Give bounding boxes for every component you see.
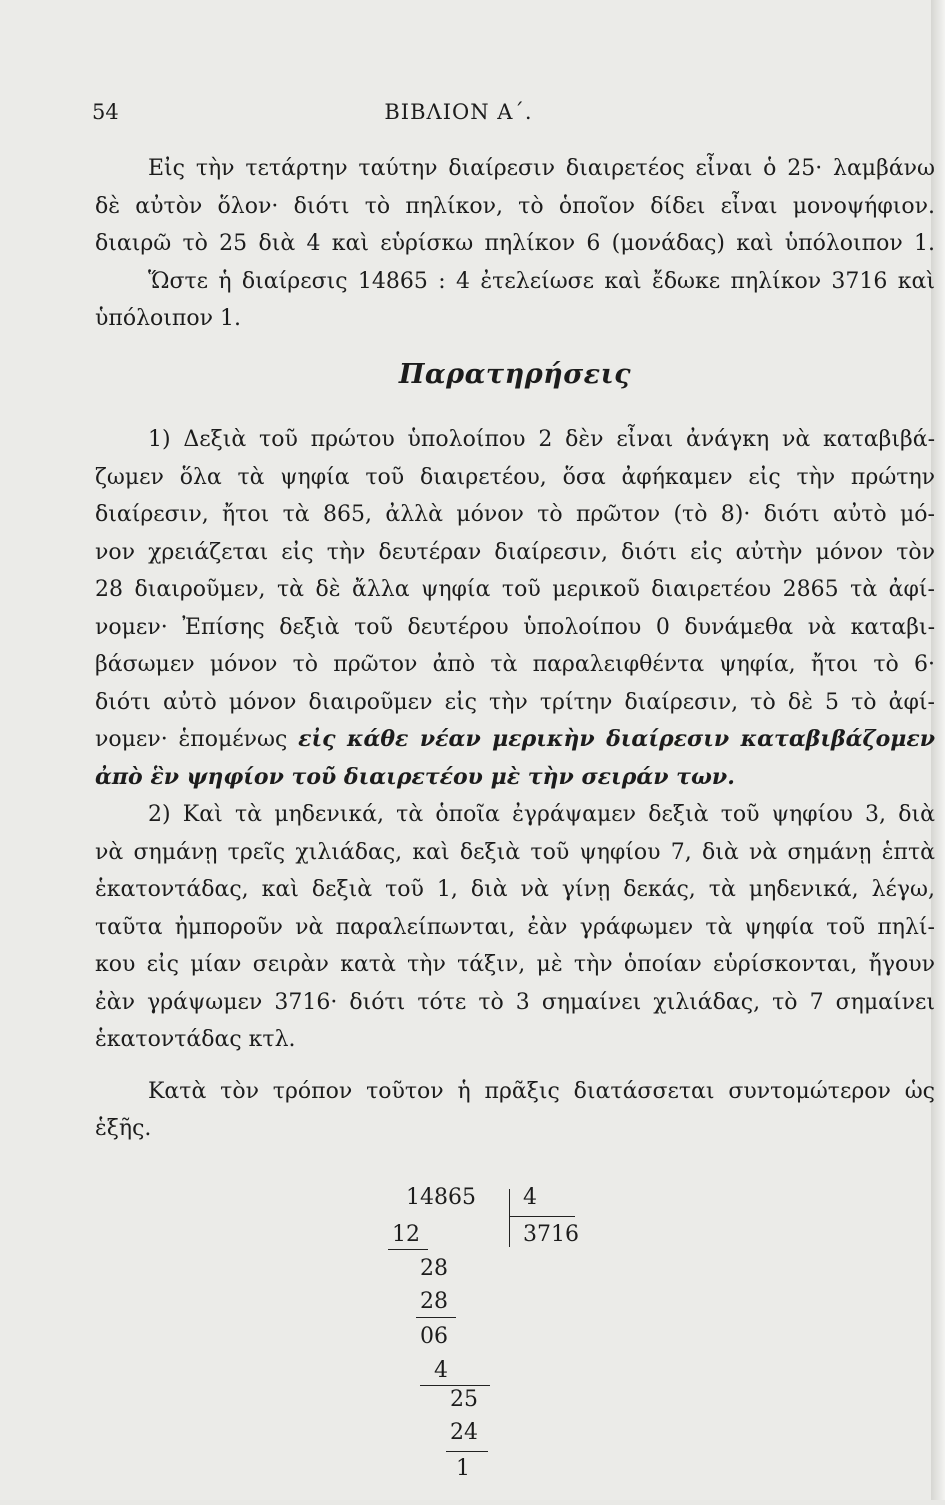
text-line: ὑπόλοιπον 1. bbox=[95, 306, 241, 331]
dividend: 14865 bbox=[406, 1185, 476, 1210]
text-fragment: νομεν· ἑπομένως bbox=[95, 727, 299, 752]
page-body bbox=[95, 150, 935, 1148]
text-line: ἑκατοντάδας, καὶ δεξιὰ τοῦ 1, διὰ νὰ γίνῃ δεκάς, τὰ μηδενικά, λέγω, bbox=[95, 877, 935, 902]
section-title: Παρατηρήσεις bbox=[398, 358, 632, 390]
step-rule bbox=[446, 1451, 488, 1452]
text-line: νον χρειάζεται εἰς τὴν δευτέραν διαίρεσιν, διότι εἰς αὐτὴν μόνον τὸν bbox=[95, 539, 935, 565]
text-line: ταῦτα ἠμποροῦν νὰ παραλείπωνται, ἐὰν γράφωμεν τὰ ψηφία τοῦ πηλί- bbox=[95, 914, 935, 940]
text-line: ἐὰν γράψωμεν 3716· διότι τότε τὸ 3 σημαίνει χιλιάδας, τὸ 7 σημαίνει bbox=[95, 989, 935, 1015]
text-line: Ὥστε ἡ διαίρεσις 14865 : 4 ἐτελείωσε καὶ ἔδωκε πηλίκον 3716 καὶ bbox=[148, 268, 935, 294]
text-line: κου εἰς μίαν σειρὰν κατὰ τὴν τάξιν, μὲ τὴν ὁποίαν εὑρίσκονται, ἤγουν bbox=[95, 952, 935, 977]
partial-dividend: 25 bbox=[450, 1387, 478, 1412]
remainder: 1 bbox=[456, 1456, 470, 1481]
subtrahend: 28 bbox=[420, 1289, 448, 1314]
division-bar-vertical bbox=[509, 1189, 510, 1247]
long-division-layout bbox=[380, 1185, 580, 1405]
page-number: 54 bbox=[92, 100, 119, 124]
running-head: ΒΙΒΛΙΟΝ Α΄. bbox=[384, 100, 533, 124]
emphasized-rule: εἰς κάθε νέαν μερικὴν διαίρεσιν καταβιβάζομεν bbox=[298, 726, 935, 752]
partial-dividend: 28 bbox=[420, 1256, 448, 1281]
text-line: 2) Καὶ τὰ μηδενικά, τὰ ὁποῖα ἐγράψαμεν δεξιὰ τοῦ ψηφίου 3, διὰ bbox=[148, 802, 935, 827]
partial-dividend: 06 bbox=[420, 1324, 448, 1349]
text-line: ἑξῆς. bbox=[95, 1116, 152, 1141]
text-line: 1) Δεξιὰ τοῦ πρώτου ὑπολοίπου 2 δὲν εἶναι ἀνάγκη νὰ καταβιβά- bbox=[148, 427, 935, 452]
subtrahend: 4 bbox=[434, 1358, 448, 1383]
text-line: ἑκατοντάδας κτλ. bbox=[95, 1027, 296, 1052]
division-bar-horizontal bbox=[509, 1216, 575, 1217]
text-line: δὲ αὐτὸν ὅλον· διότι τὸ πηλίκον, τὸ ὁποῖον δίδει εἶναι μονοψήφιον. bbox=[95, 193, 935, 219]
page-header bbox=[92, 100, 825, 132]
long-division-layout-lower bbox=[380, 1387, 580, 1505]
step-rule bbox=[388, 1249, 428, 1250]
emphasized-rule-end: ἀπὸ ἓν ψηφίον τοῦ διαιρετέου μὲ τὴν σειράν των. bbox=[95, 763, 735, 790]
text-line: Εἰς τὴν τετάρτην ταύτην διαίρεσιν διαιρετέος εἶναι ὁ 25· λαμβάνω bbox=[148, 156, 935, 181]
step-rule bbox=[416, 1317, 456, 1318]
subtrahend: 24 bbox=[450, 1420, 478, 1445]
subtrahend: 12 bbox=[392, 1222, 420, 1247]
text-line: διαιρῶ τὸ 25 διὰ 4 καὶ εὑρίσκω πηλίκον 6 (μονάδας) καὶ ὑπόλοιπον 1. bbox=[95, 231, 935, 256]
text-line: βάσωμεν μόνον τὸ πρῶτον ἀπὸ τὰ παραλειφθέντα ψηφία, ἤτοι τὸ 6· bbox=[95, 652, 935, 677]
text-line: νομεν· Ἐπίσης δεξιὰ τοῦ δευτέρου ὑπολοίπου 0 δυνάμεθα νὰ καταβι- bbox=[95, 614, 935, 640]
text-line: διαίρεσιν, ἤτοι τὰ 865, ἀλλὰ μόνον τὸ πρῶτον (τὸ 8)· διότι αὐτὸ μό- bbox=[95, 502, 935, 527]
text-line: διότι αὐτὸ μόνον διαιροῦμεν εἰς τὴν τρίτην διαίρεσιν, τὸ δὲ 5 τὸ ἀφί- bbox=[95, 689, 935, 715]
step-rule bbox=[420, 1385, 490, 1386]
text-line bbox=[95, 721, 935, 759]
text-line: 28 διαιροῦμεν, τὰ δὲ ἄλλα ψηφία τοῦ μερικοῦ διαιρετέου 2865 τὰ ἀφί- bbox=[95, 577, 935, 602]
text-line: Κατὰ τὸν τρόπον τοῦτον ἡ πρᾶξις διατάσσεται συντομώτερον ὡς bbox=[148, 1078, 935, 1104]
text-line: νὰ σημάνῃ τρεῖς χιλιάδας, καὶ δεξιὰ τοῦ ψηφίου 7, διὰ νὰ σημάνῃ ἑπτὰ bbox=[95, 839, 935, 865]
text-line: ζωμεν ὅλα τὰ ψηφία τοῦ διαιρετέου, ὅσα ἀφήκαμεν εἰς τὴν πρώτην bbox=[95, 464, 935, 490]
quotient: 3716 bbox=[523, 1222, 579, 1247]
divisor: 4 bbox=[523, 1185, 537, 1210]
